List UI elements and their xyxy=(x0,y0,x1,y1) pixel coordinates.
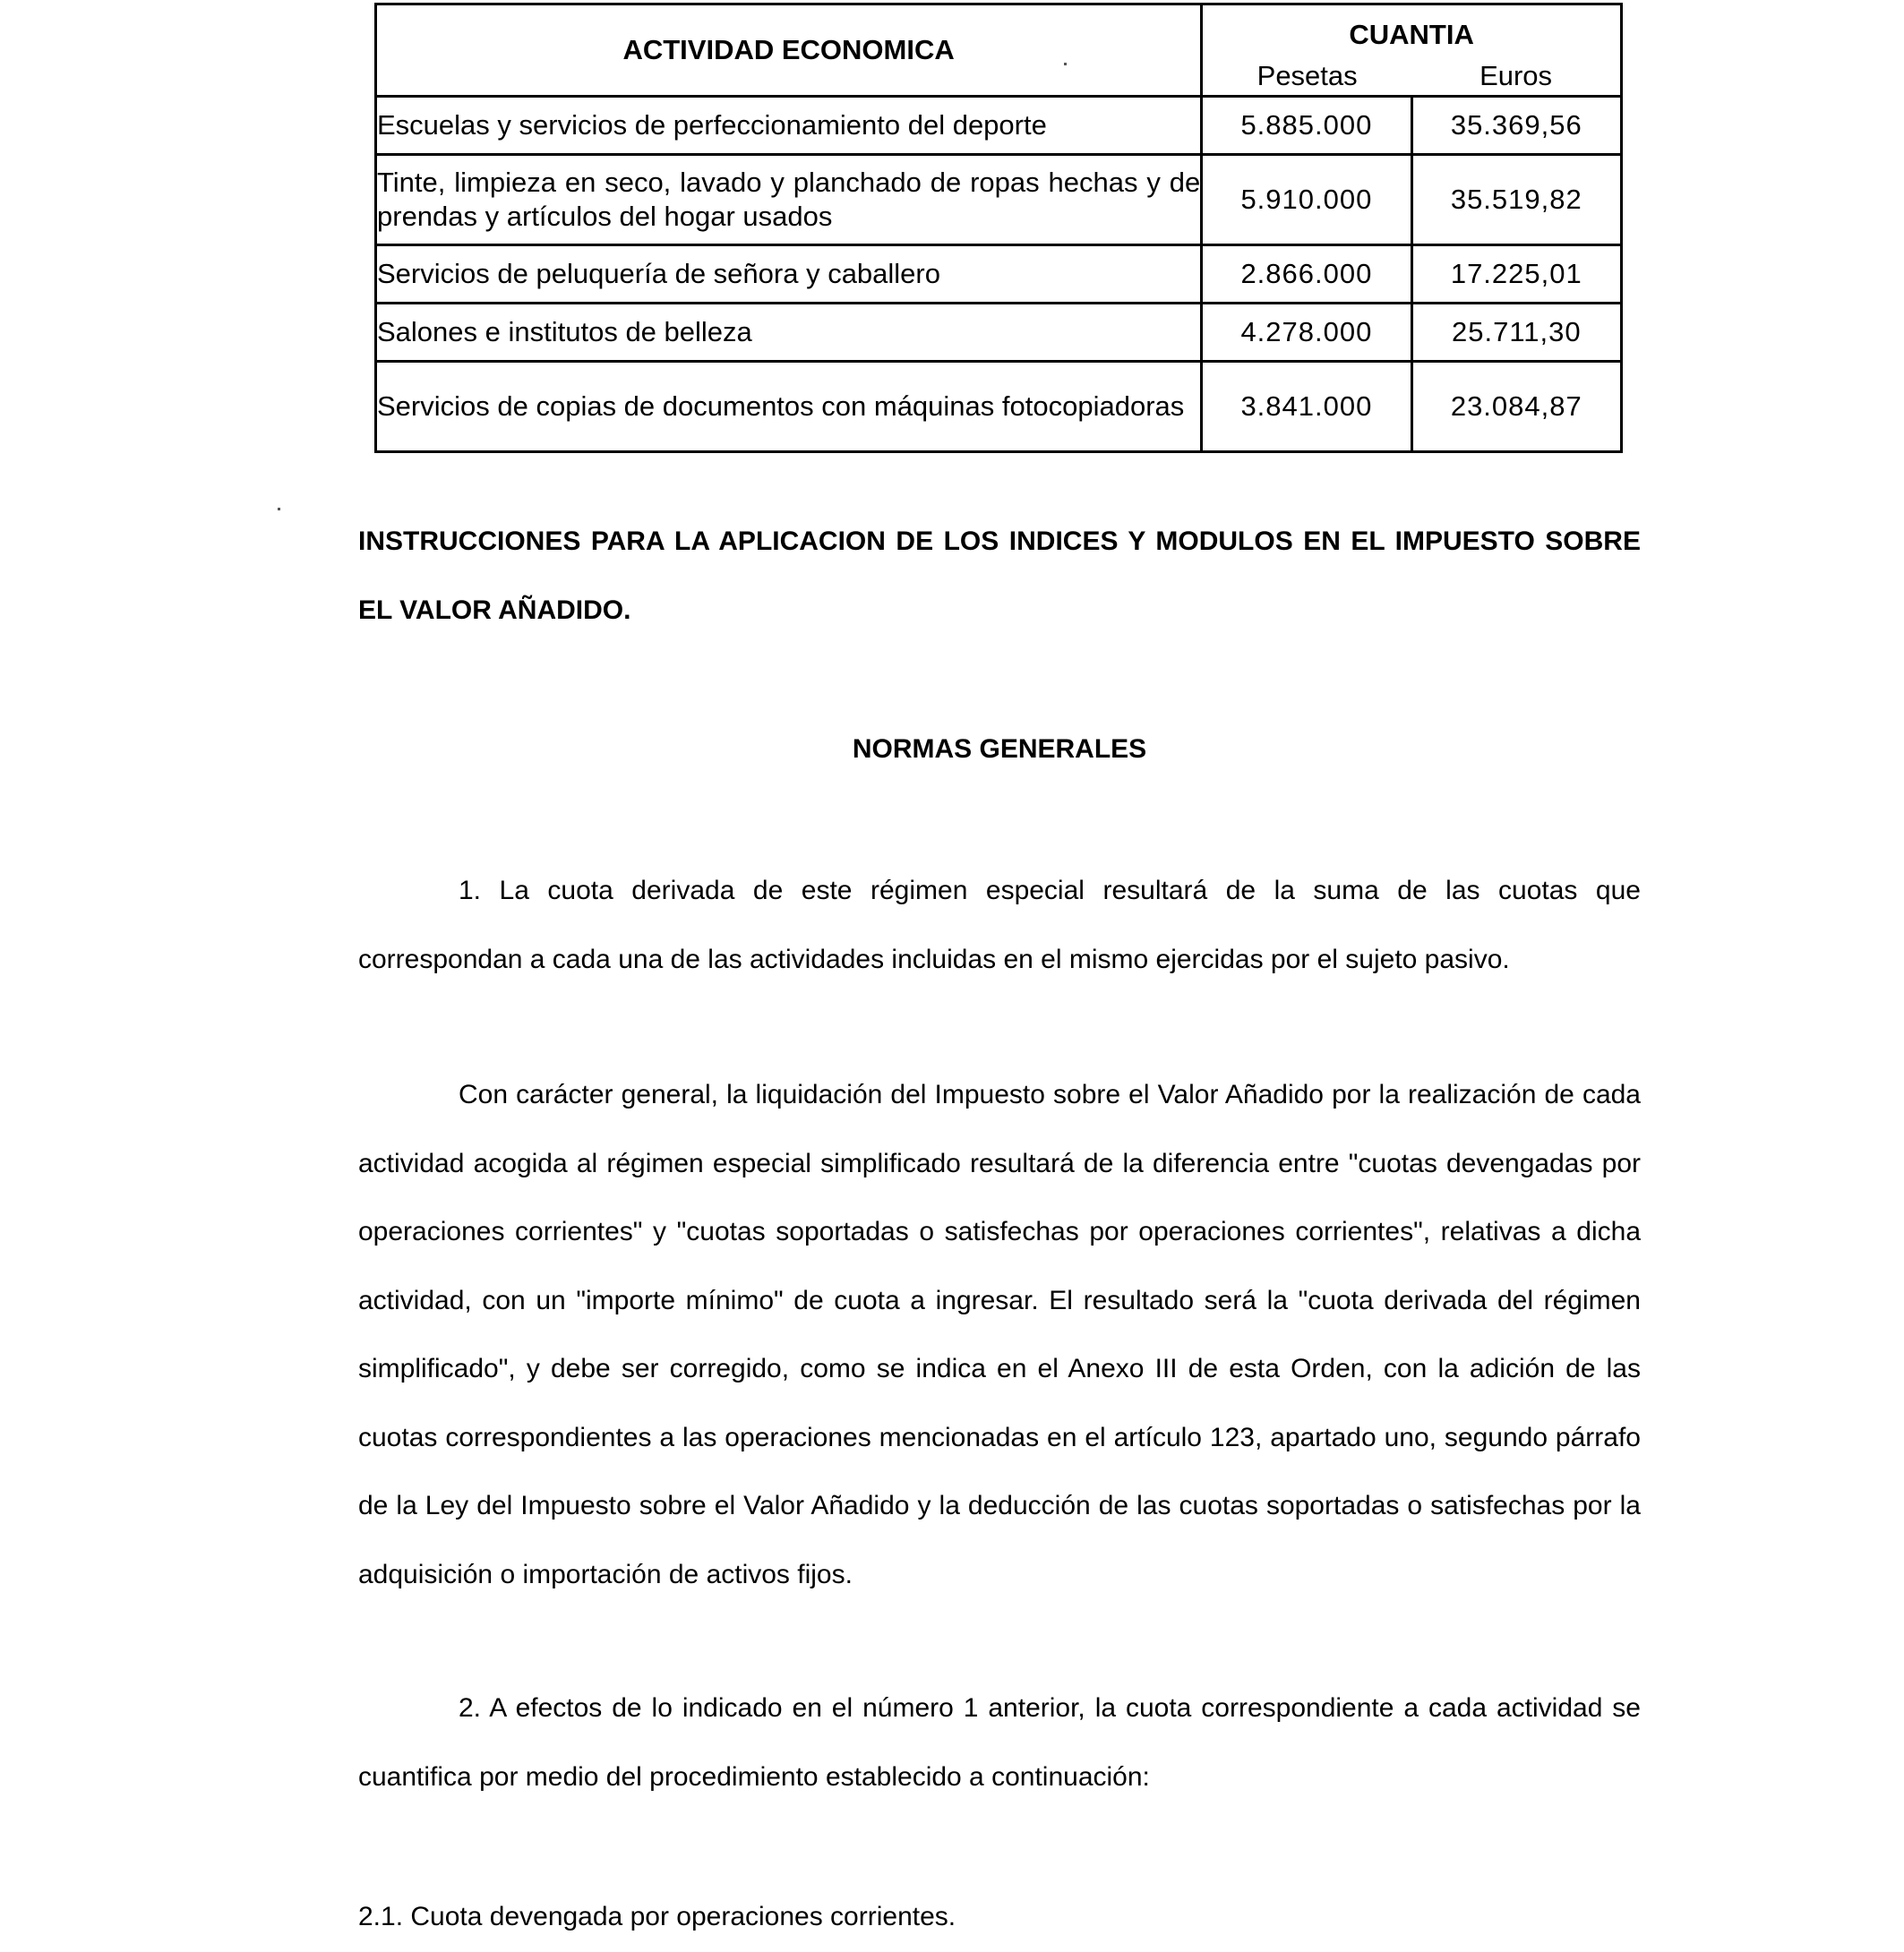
cell-activity: Servicios de peluquería de señora y caballero xyxy=(376,245,1202,304)
instructions-heading-line-2: EL VALOR AÑADIDO. xyxy=(358,595,631,625)
paragraph-3-text: 2. A efectos de lo indicado en el número 1 anterior, la cuota correspondiente a cada actividad se cuantifica por medio del procedimiento establecido a continuación: xyxy=(358,1693,1641,1792)
cell-activity: Salones e institutos de belleza xyxy=(376,304,1202,362)
paragraph-2-text: Con carácter general, la liquidación del Impuesto sobre el Valor Añadido por la realización de cada actividad acogida al régimen especial simplificado resultará de la diferencia entre "cuotas devengadas por operaciones corrientes" y "cuotas soportadas o satisfechas por operaciones corrientes", relativas a dicha actividad, con un "importe mínimo" de cuota a ingresar. El resultado será la "cuota derivada del régimen simplificado", y debe ser corregido, como se indica en el Anexo III de esta Orden, con la adición de las cuotas correspondientes a las operaciones mencionadas en el artículo 123, apartado uno, segundo párrafo de la Ley del Impuesto sobre el Valor Añadido y la deducción de las cuotas soportadas o satisfechas por la adquisición o importación de activos fijos. xyxy=(358,1080,1641,1589)
header-euros: Euros xyxy=(1479,60,1553,91)
paragraph-1 xyxy=(358,857,1641,994)
cell-euros: 25.711,30 xyxy=(1411,304,1621,362)
table-row xyxy=(376,97,1622,155)
header-cuantia-title: CUANTIA xyxy=(1349,19,1474,50)
cuantia-table xyxy=(374,3,1623,453)
paragraph-4-text: 2.1. Cuota devengada por operaciones corrientes. xyxy=(358,1902,956,1931)
table-row xyxy=(376,245,1622,304)
paragraph-1-text: 1. La cuota derivada de este régimen especial resultará de la suma de las cuotas que correspondan a cada una de las actividades incluidas en el mismo ejercidas por el sujeto pasivo. xyxy=(358,876,1641,974)
header-actividad: ACTIVIDAD ECONOMICA xyxy=(376,4,1202,97)
cell-pesetas: 3.841.000 xyxy=(1202,362,1411,452)
cell-activity: Escuelas y servicios de perfeccionamiento del deporte xyxy=(376,97,1202,155)
cell-euros: 23.084,87 xyxy=(1411,362,1621,452)
scan-speck xyxy=(278,508,280,510)
cell-euros: 17.225,01 xyxy=(1411,245,1621,304)
instructions-heading-line-1: INSTRUCCIONES PARA LA APLICACION DE LOS INDICES Y MODULOS EN EL IMPUESTO SOBRE xyxy=(358,527,1641,556)
cell-pesetas: 5.910.000 xyxy=(1202,155,1411,245)
header-currency-row xyxy=(1203,58,1620,94)
scan-speck xyxy=(1064,63,1067,65)
cell-pesetas: 5.885.000 xyxy=(1202,97,1411,155)
paragraph-2 xyxy=(358,1061,1641,1609)
table-row xyxy=(376,362,1622,452)
paragraph-4 xyxy=(358,1883,1641,1952)
header-pesetas: Pesetas xyxy=(1256,60,1358,91)
table-row xyxy=(376,155,1622,245)
cell-euros: 35.369,56 xyxy=(1411,97,1621,155)
table-header-row xyxy=(376,4,1622,97)
paragraph-3 xyxy=(358,1674,1641,1811)
cell-activity: Servicios de copias de documentos con máquinas fotocopiadoras xyxy=(376,362,1202,452)
cell-euros: 35.519,82 xyxy=(1411,155,1621,245)
cell-activity: Tinte, limpieza en seco, lavado y planchado de ropas hechas y de prendas y artículos del hogar usados xyxy=(376,155,1202,245)
normas-generales-heading: NORMAS GENERALES xyxy=(852,734,1147,764)
header-cuantia xyxy=(1202,4,1622,97)
table-row xyxy=(376,304,1622,362)
cell-pesetas: 4.278.000 xyxy=(1202,304,1411,362)
cell-pesetas: 2.866.000 xyxy=(1202,245,1411,304)
